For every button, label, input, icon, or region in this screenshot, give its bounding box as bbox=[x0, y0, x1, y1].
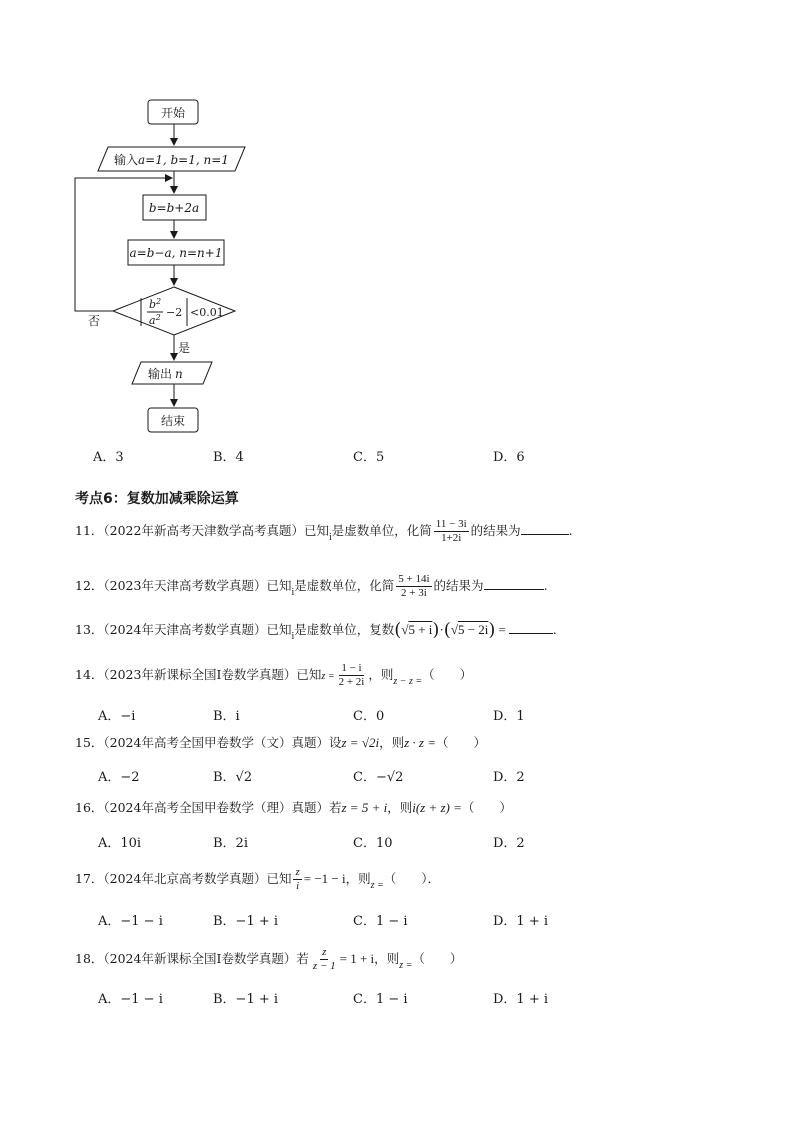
start-label: 开始 bbox=[160, 106, 186, 120]
question-text: 的结果为 bbox=[433, 578, 484, 593]
question-text: . bbox=[543, 578, 548, 593]
q18-option-a[interactable]: A．−1 − i bbox=[98, 992, 163, 1007]
output-label: 输出 bbox=[148, 367, 173, 381]
fraction bbox=[434, 518, 469, 545]
fraction-numerator: z bbox=[295, 866, 300, 878]
equation-rhs: = 1 + i bbox=[339, 951, 375, 966]
question-text: 已知 bbox=[296, 667, 322, 682]
answer-blank[interactable] bbox=[484, 589, 544, 590]
equals-sign: = bbox=[498, 622, 506, 637]
answer-paren: （ ） bbox=[422, 667, 473, 682]
fraction-denominator: i bbox=[296, 880, 300, 892]
q16-option-b[interactable]: B．2i bbox=[213, 836, 248, 851]
i-symbol: i bbox=[291, 587, 295, 598]
answer-paren: （ ） bbox=[412, 951, 463, 966]
q10-option-b[interactable]: B．4 bbox=[213, 450, 244, 465]
q16-option-a[interactable]: A．10i bbox=[98, 836, 142, 851]
z-equation: z = √2i bbox=[341, 735, 380, 750]
condition-tail: −2 bbox=[166, 306, 183, 319]
question-source: （2022年新高考天津数学高考真题） bbox=[103, 523, 304, 538]
question-number: 16． bbox=[75, 800, 104, 815]
fraction-numerator: 11 − 3i bbox=[435, 518, 467, 530]
fraction-denominator: 2 + 3i bbox=[401, 587, 427, 599]
fraction bbox=[396, 573, 431, 600]
fraction-denominator: 2 + 2i bbox=[338, 676, 365, 688]
answer-paren: （ ） bbox=[435, 735, 486, 750]
question-12 bbox=[75, 571, 548, 608]
question-source: （2024年高考全国甲卷数学（理）真题） bbox=[103, 800, 329, 815]
q14-option-b[interactable]: B．i bbox=[213, 709, 240, 724]
question-text: 已知 bbox=[266, 622, 292, 637]
question-text: 已知 bbox=[266, 871, 292, 886]
question-text: 的结果为 bbox=[470, 523, 521, 538]
yes-label: 是 bbox=[178, 341, 191, 355]
answer-blank[interactable] bbox=[521, 534, 569, 535]
flowchart bbox=[0, 0, 300, 450]
q17-option-a[interactable]: A．−1 − i bbox=[98, 914, 163, 929]
question-text: ，则 bbox=[374, 951, 400, 966]
question-15 bbox=[75, 730, 486, 756]
q18-option-b[interactable]: B．−1 + i bbox=[213, 992, 279, 1007]
question-17 bbox=[75, 862, 440, 903]
question-number: 13． bbox=[75, 622, 104, 637]
question-source: （2024年天津高考数学真题） bbox=[103, 622, 267, 637]
fraction-numerator: z bbox=[322, 946, 327, 958]
question-source: （2023年新课标全国Ⅰ卷数学真题） bbox=[103, 667, 297, 682]
question-text: 已知 bbox=[266, 578, 292, 593]
question-text: 若 bbox=[328, 800, 342, 815]
expression-2: 5 − 2i bbox=[457, 622, 489, 637]
question-number: 14． bbox=[75, 667, 104, 682]
question-text: 是虚数单位，复数 bbox=[294, 622, 395, 637]
question-text: 是虚数单位，化简 bbox=[331, 523, 432, 538]
question-text: . bbox=[552, 622, 557, 637]
q10-option-c[interactable]: C．5 bbox=[353, 450, 385, 465]
question-text: . bbox=[568, 523, 573, 538]
fraction-numerator: 1 − i bbox=[341, 662, 362, 674]
z-equation: z = bbox=[321, 671, 335, 682]
expression-1: 5 + i bbox=[408, 622, 433, 637]
q10-option-d[interactable]: D．6 bbox=[493, 450, 525, 465]
fraction-denominator: z − 1 bbox=[312, 960, 336, 972]
fraction-denominator: 1+2i bbox=[441, 532, 462, 544]
question-text: 是虚数单位，化简 bbox=[294, 578, 395, 593]
output-var: n bbox=[175, 367, 183, 381]
fraction bbox=[311, 946, 338, 973]
question-source: （2024年北京高考数学真题） bbox=[103, 871, 267, 886]
question-text: 若 bbox=[296, 951, 309, 966]
question-ask: z = bbox=[370, 880, 384, 891]
fraction-numerator: 5 + 14i bbox=[398, 573, 430, 585]
equation-rhs: = −1 − i bbox=[303, 871, 346, 886]
question-14 bbox=[75, 660, 472, 697]
question-text: 已知 bbox=[303, 523, 329, 538]
question-text: ，则 bbox=[379, 735, 405, 750]
input-label: 输入 bbox=[114, 153, 139, 167]
z-equation: z = 5 + i bbox=[341, 800, 388, 815]
question-text: ，则 bbox=[368, 667, 394, 682]
question-ask: z · z = bbox=[404, 735, 436, 750]
q16-option-c[interactable]: C．10 bbox=[353, 836, 393, 851]
i-symbol: i bbox=[328, 532, 332, 543]
fraction bbox=[293, 866, 301, 893]
question-text: ，则 bbox=[345, 871, 371, 886]
q17-option-c[interactable]: C．1 − i bbox=[353, 914, 408, 929]
question-source: （2024年高考全国甲卷数学（文）真题） bbox=[103, 735, 329, 750]
svg-text:输入a=1, b=1, n=1 bbox=[114, 152, 229, 167]
question-13: 13．（2024年天津高考数学真题）已知$_i$是虚数单位，复数(√5 + i)·(√5 − 2i) = . bbox=[75, 619, 557, 642]
question-ask: i(z + z) = bbox=[412, 800, 462, 815]
q14-option-a[interactable]: A．−i bbox=[98, 709, 136, 724]
question-source: （2024年新课标全国Ⅰ卷数学真题） bbox=[103, 951, 297, 966]
answer-paren: （ ） bbox=[461, 800, 512, 815]
answer-paren: （ ）． bbox=[383, 871, 441, 886]
i-symbol: i bbox=[291, 631, 295, 642]
question-18 bbox=[75, 942, 462, 983]
loop-line bbox=[75, 178, 172, 311]
q10-option-a[interactable]: A．3 bbox=[93, 450, 124, 465]
question-text: ，则 bbox=[387, 800, 413, 815]
answer-blank[interactable] bbox=[509, 633, 553, 634]
q16-option-d[interactable]: D．2 bbox=[493, 836, 525, 851]
question-ask: z = bbox=[399, 960, 413, 971]
question-number: 15． bbox=[75, 735, 104, 750]
no-label: 否 bbox=[88, 314, 101, 328]
q15-option-b[interactable]: B．√2 bbox=[213, 770, 253, 785]
step1-label: b=b+2a bbox=[148, 201, 200, 215]
input-vars: a=1, b=1, n=1 bbox=[138, 153, 229, 167]
q17-option-d[interactable]: D．1 + i bbox=[493, 914, 549, 929]
q14-option-c[interactable]: C．0 bbox=[353, 709, 385, 724]
q14-option-d[interactable]: D．1 bbox=[493, 709, 525, 724]
question-text: 设 bbox=[328, 735, 342, 750]
fraction bbox=[337, 662, 367, 689]
question-16 bbox=[75, 795, 512, 821]
step2-label: a=b−a, n=n+1 bbox=[129, 246, 223, 260]
section-title: 考点6：复数加减乘除运算 bbox=[75, 491, 239, 507]
q18-option-d[interactable]: D．1 + i bbox=[493, 992, 549, 1007]
question-number: 18． bbox=[75, 951, 104, 966]
end-label: 结束 bbox=[160, 414, 186, 428]
q18-option-c[interactable]: C．1 − i bbox=[353, 992, 408, 1007]
q17-option-b[interactable]: B．−1 + i bbox=[213, 914, 279, 929]
question-number: 12． bbox=[75, 578, 104, 593]
question-ask: z − z = bbox=[393, 676, 423, 687]
question-source: （2023年天津高考数学真题） bbox=[103, 578, 267, 593]
q15-option-c[interactable]: C．−√2 bbox=[353, 770, 404, 785]
svg-text:输出n bbox=[148, 366, 183, 381]
condition-rhs: <0.01 bbox=[190, 306, 224, 319]
question-number: 11． bbox=[75, 523, 104, 538]
q15-option-a[interactable]: A．−2 bbox=[98, 770, 140, 785]
question-11 bbox=[75, 516, 573, 553]
q15-option-d[interactable]: D．2 bbox=[493, 770, 525, 785]
svg-text:b2: $b^2$ bbox=[149, 297, 162, 311]
question-number: 17． bbox=[75, 871, 104, 886]
svg-text:a2: $a^2$ bbox=[149, 313, 161, 327]
